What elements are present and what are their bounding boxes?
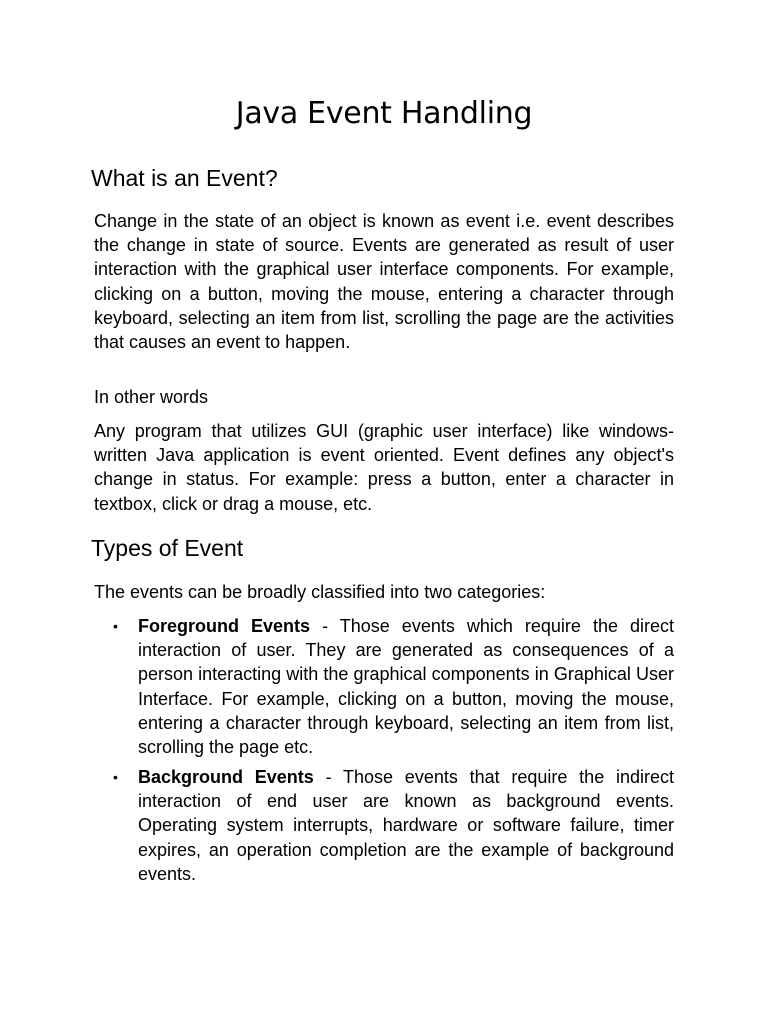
- bullet-description: - Those events that require the indirect interaction of end user are known as background events. Operating system interrupts, hardware or software failure, timer expires, an operation completion are the example of background events.: [138, 767, 674, 884]
- bullet-term: Background Events: [138, 767, 314, 787]
- bullet-description: - Those events which require the direct interaction of user. They are generated as consequences of a person interacting with the graphical components in Graphical User Interface. For example, clicking on a button, moving the mouse, entering a character through keyboard, selecting an item from list, scrolling the page etc.: [138, 616, 675, 758]
- bullet-icon: •: [113, 769, 118, 785]
- paragraph-event-definition: Change in the state of an object is known as event i.e. event describes the change in state of source. Events are generated as result of user interaction with the graphical user interface components. For example, clicking on a button, moving the mouse, entering a character through keyboard, selecting an item from list, scrolling the page are the activities that causes an event to happen.: [94, 211, 674, 353]
- document-title: Java Event Handling: [235, 96, 533, 131]
- section-heading-what-is-event: What is an Event?: [91, 165, 278, 191]
- bullet-term: Foreground Events: [138, 616, 311, 636]
- bullet-icon: •: [113, 618, 118, 634]
- paragraph-gui-program: Any program that utilizes GUI (graphic user interface) like windows-written Java application is event oriented. Event defines any object's change in status. For example: press a button, enter a character in textbox, click or drag a mouse, etc.: [94, 421, 674, 514]
- bullet-text: [138, 614, 674, 759]
- section-heading-types-of-event: Types of Event: [91, 535, 244, 561]
- bullet-text: [138, 765, 674, 886]
- paragraph-in-other-words: In other words: [94, 387, 209, 407]
- paragraph-categories-intro: The events can be broadly classified into two categories:: [94, 582, 546, 602]
